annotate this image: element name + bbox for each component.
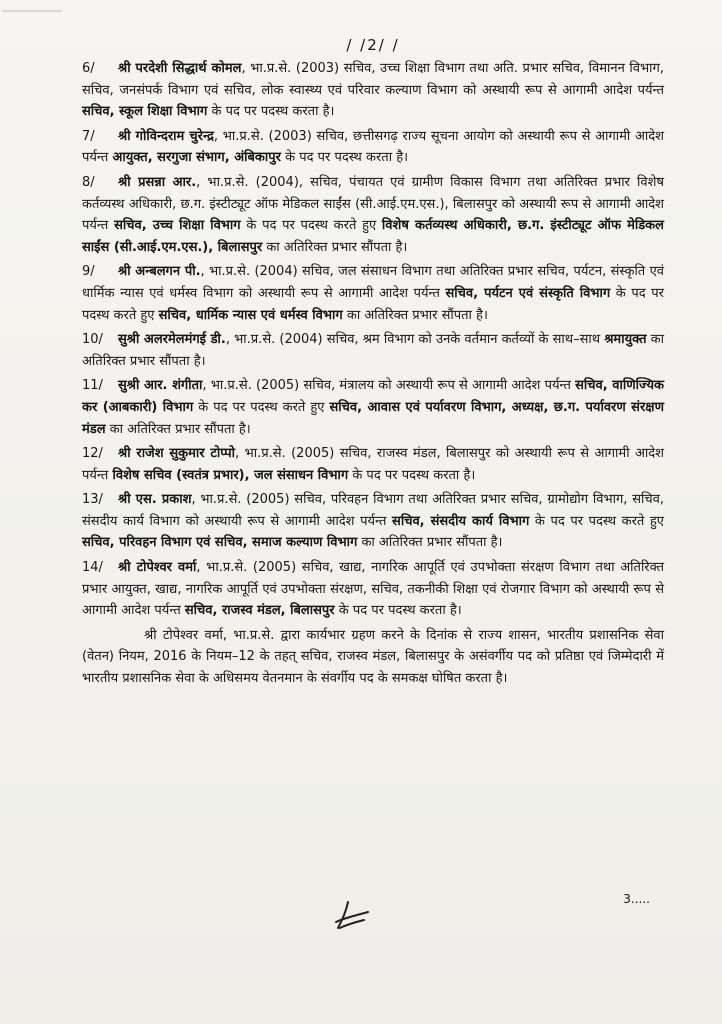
order-item <box>82 261 664 326</box>
order-item <box>82 375 664 440</box>
item-number: 11/ <box>82 378 103 394</box>
item-tail-2: का अतिरिक्त प्रभार सौंपता है। <box>342 307 488 323</box>
officer-name: श्री टोपेश्वर वर्मा <box>118 560 197 576</box>
item-text: , भा.प्र.से. (2004) सचिव, जल संसाधन विभाग तथा अतिरिक्त प्रभार सचिव, पर्यटन, संस्कृति एवं धार्मिक न्यास एवं धर्मस्व विभाग को अस्थायी रूप से आगामी आदेश पर्यन्त <box>82 264 664 301</box>
item-tail: के पद पर पदस्थ करते हुए <box>529 513 664 529</box>
item-text: , भा.प्र.से. (2003) सचिव, उच्च शिक्षा विभाग तथा अति. प्रभार सचिव, विमानन विभाग, सचिव, जनसंपर्क विभाग एवं सचिव, लोक स्वास्थ्य एवं परिवार कल्याण विभाग को अस्थायी रूप से आगामी आदेश पर्यन्त <box>82 61 664 98</box>
order-item <box>82 126 664 169</box>
item-tail: के पद पर पदस्थ करते हुए <box>193 399 330 415</box>
officer-name: श्री प्रसन्ना आर. <box>118 174 197 190</box>
signature-mark <box>318 898 378 938</box>
order-items-list <box>82 58 664 622</box>
item-tail: के पद पर पदस्थ करते हुए <box>240 218 382 234</box>
item-tail-2: का अतिरिक्त प्रभार सौंपता है। <box>357 535 503 551</box>
officer-name: श्री अन्बलगन पी. <box>118 264 201 280</box>
posting: आयुक्त, सरगुजा संभाग, अंबिकापुर <box>112 150 281 166</box>
item-number: 10/ <box>82 332 103 348</box>
posting: सचिव, संसदीय कार्य विभाग <box>392 513 530 529</box>
posting: सचिव, पर्यटन एवं संस्कृति विभाग <box>445 285 611 301</box>
item-text: , भा.प्र.से. (2004), सचिव, पंचायत एवं ग्रामीण विकास विभाग तथा अतिरिक्त प्रभार विशेष कर्तव्यस्थ अधिकारी, छ.ग. इंस्टीट्यूट ऑफ मेडिकल साईंस (सी.आई.एम.एस.), बिलासपुर को अस्थायी रूप से आगामी आदेश पर्यन्त <box>82 174 664 234</box>
item-number: 8/ <box>82 174 95 190</box>
order-item <box>82 443 664 486</box>
item-text: , भा.प्र.से. (2005) सचिव, परिवहन विभाग तथा अतिरिक्त प्रभार सचिव, ग्रामोद्योग विभाग, सचिव, संसदीय कार्य विभाग को अस्थायी रूप से आगामी आदेश पर्यन्त <box>82 492 664 529</box>
officer-name: श्री गोविन्दराम चुरेन्द्र <box>118 128 214 144</box>
additional-charge: सचिव, धार्मिक न्यास एवं धर्मस्व विभाग <box>158 307 343 323</box>
posting: श्रमायुक्त <box>604 332 647 348</box>
item-number: 14/ <box>82 560 103 576</box>
item-number: 12/ <box>82 446 103 462</box>
officer-name: श्री राजेश सुकुमार टोप्पो <box>118 446 236 462</box>
officer-name: सुश्री आर. शंगीता <box>118 378 203 394</box>
additional-charge: सचिव, परिवहन विभाग एवं सचिव, समाज कल्याण विभाग <box>82 535 358 551</box>
posting: सचिव, वाणिज्यिक कर (आबकारी) विभाग <box>82 378 664 415</box>
additional-charge: सचिव, आवास एवं पर्यावरण विभाग, अध्यक्ष, छ.ग. पर्यावरण संरक्षण मंडल <box>82 399 665 437</box>
item-tail: के पद पर पदस्थ करता है। <box>207 104 335 120</box>
closing-paragraph: श्री टोपेश्वर वर्मा, भा.प्र.से. द्वारा कार्यभार ग्रहण करने के दिनांक से राज्य शासन, भारतीय प्रशासनिक सेवा (वेतन) नियम, 2016 के नियम–12 के तहत् सचिव, राजस्व मंडल, बिलासपुर के असंवर्गीय पद को प्रतिष्ठा एवं जिम्मेदारी में भारतीय प्रशासनिक सेवा के अधिसमय वेतनमान के संवर्गीय पद के समकक्ष घोषित करता है। <box>82 627 664 687</box>
order-item <box>82 489 664 554</box>
item-tail: के पद पर पदस्थ करता है। <box>280 150 409 166</box>
continuation-marker: 3..... <box>623 892 650 906</box>
order-item <box>82 557 664 622</box>
order-item <box>82 172 664 258</box>
posting: सचिव, राजस्व मंडल, बिलासपुर <box>184 603 335 619</box>
officer-name: श्री एस. प्रकाश <box>118 492 192 508</box>
item-text: , भा.प्र.से. (2005) सचिव, मंत्रालय को अस्थायी रूप से आगामी आदेश पर्यन्त <box>202 378 576 394</box>
scan-edge-mark <box>2 10 62 12</box>
item-number: 9/ <box>82 264 95 280</box>
posting: सचिव, उच्च शिक्षा विभाग <box>114 218 241 234</box>
item-number: 6/ <box>82 61 95 76</box>
item-tail: के पद पर पदस्थ करता है। <box>334 603 462 619</box>
item-tail: का अतिरिक्त प्रभार सौंपता है। <box>82 332 664 369</box>
order-item <box>82 329 664 372</box>
item-tail: के पद पर पदस्थ करते हुए <box>82 285 664 323</box>
officer-name: श्री परदेशी सिद्धार्थ कोमल <box>118 61 242 76</box>
item-text: , भा.प्र.से. (2003) सचिव, छत्तीसगढ़ राज्य सूचना आयोग को अस्थायी रूप से आगामी आदेश पर्यन्त <box>82 128 665 166</box>
item-text: , भा.प्र.से. (2005) सचिव, खाद्य, नागरिक आपूर्ति एवं उपभोक्ता संरक्षण विभाग तथा अतिरिक्त प्रभार आयुक्त, खाद्य, नागरिक आपूर्ति एवं उपभोक्ता संरक्षण, सचिव, तकनीकी शिक्षा एवं रोजगार विभाग को अस्थायी रूप से आगामी आदेश पर्यन्त <box>82 560 665 619</box>
item-tail-2: का अतिरिक्त प्रभार सौंपता है। <box>262 239 408 255</box>
item-tail-2: का अतिरिक्त प्रभार सौंपता है। <box>105 421 251 437</box>
item-number: 7/ <box>82 128 95 144</box>
posting: सचिव, स्कूल शिक्षा विभाग <box>82 104 208 120</box>
item-text: , भा.प्र.से. (2004) सचिव, श्रम विभाग को उनके वर्तमान कर्तव्यों के साथ–साथ <box>225 332 605 348</box>
item-number: 13/ <box>82 492 103 508</box>
posting: विशेष सचिव (स्वतंत्र प्रभार), जल संसाधन विभाग <box>112 467 349 483</box>
order-item <box>82 58 664 123</box>
item-text: , भा.प्र.से. (2005) सचिव, राजस्व मंडल, बिलासपुर को अस्थायी रूप से आगामी आदेश पर्यन्त <box>82 446 664 483</box>
additional-charge: विशेष कर्तव्यस्थ अधिकारी, छ.ग. इंस्टीट्यूट ऑफ मेडिकल साईंस (सी.आई.एम.एस.), बिलासपुर <box>82 218 664 255</box>
item-tail: के पद पर पदस्थ करता है। <box>348 467 476 483</box>
officer-name: सुश्री अलरमेलमंगई डी. <box>118 332 226 348</box>
page-number: / /2/ / <box>346 36 400 54</box>
